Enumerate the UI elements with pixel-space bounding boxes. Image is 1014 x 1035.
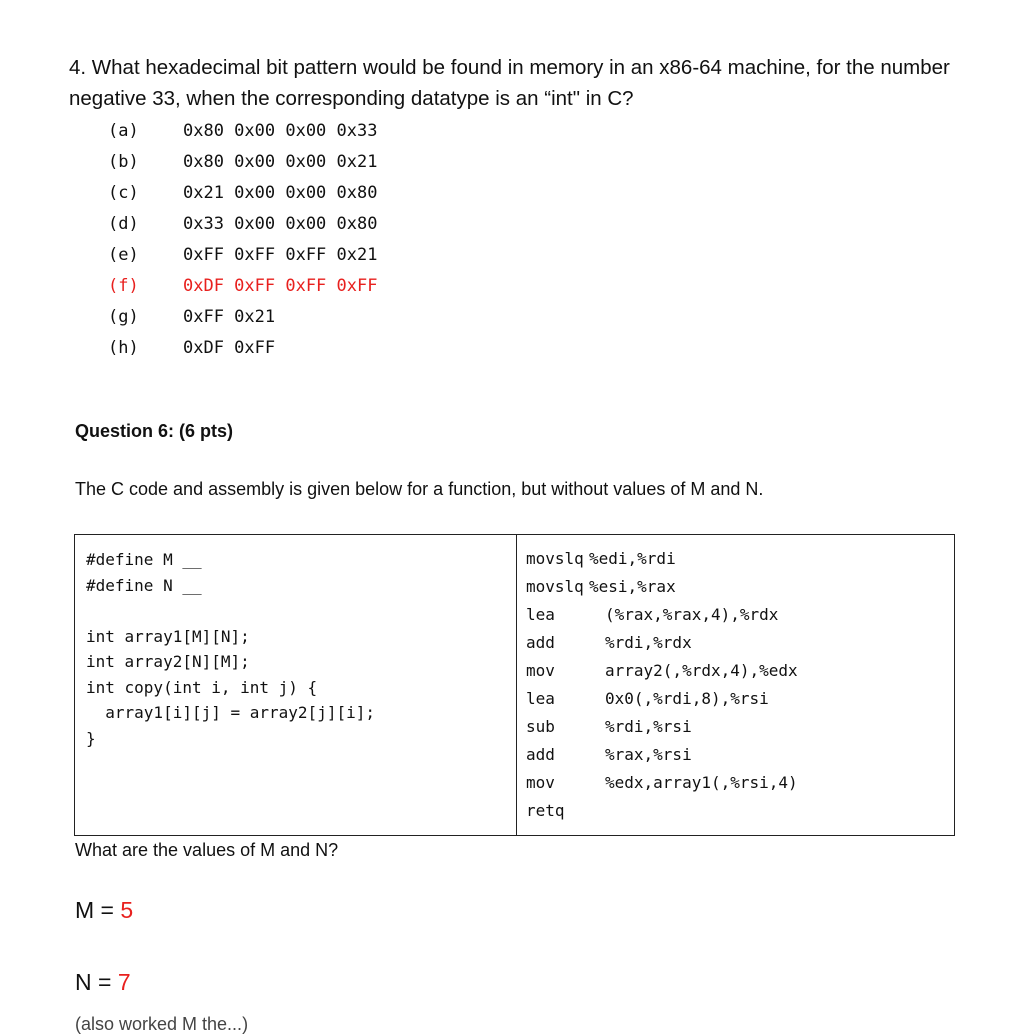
asm-mnemonic: movslq [526,549,584,568]
code-table [74,534,955,836]
question-6-prompt: What are the values of M and N? [75,840,339,860]
question-4-stem: 4. What hexadecimal bit pattern would be found in memory in an x86-64 machine, for the number negative 33, when the corresponding datatype is an “int" in C? [69,56,950,110]
option-value: 0x33 0x00 0x00 0x80 [183,214,378,234]
code-line: #define N __ [86,575,202,595]
asm-mnemonic: lea [526,605,555,624]
asm-operands: 0x0(,%rdi,8),%rsi [605,689,769,708]
c-code-block [86,547,375,751]
asm-mnemonic: lea [526,689,555,708]
option-label: (c) [108,183,139,203]
asm-mnemonic: add [526,745,555,764]
option-label: (b) [108,152,139,172]
code-line: int array2[N][M]; [86,652,250,671]
asm-operands: (%rax,%rax,4),%rdx [605,605,779,624]
option-value: 0xDF 0xFF [183,338,276,358]
asm-operands: %edi,%rdi [589,549,676,568]
option-value: 0xFF 0x21 [183,307,276,327]
asm-operands: %esi,%rax [589,577,676,596]
code-line [86,598,375,624]
asm-operands: %edx,array1(,%rsi,4) [605,773,798,792]
code-line: int array1[M][N]; [86,626,250,646]
cut-off-note: (also worked M the...) [75,1014,249,1034]
option-value: 0x21 0x00 0x00 0x80 [183,183,378,203]
question-6-title: Question 6: (6 pts) [75,421,234,441]
asm-operands: array2(,%rdx,4),%edx [605,661,798,680]
option-label: (a) [108,121,139,141]
code-line: array1[i][j] = array2[j][i]; [86,703,375,722]
answer-n [75,969,131,996]
asm-mnemonic: sub [526,717,555,736]
option-value: 0x80 0x00 0x00 0x21 [183,152,378,172]
asm-operands: %rdi,%rsi [605,717,692,736]
answer-m-value: 5 [120,897,134,923]
option-label: (d) [108,214,139,234]
code-line: #define M __ [86,550,202,569]
asm-mnemonic: movslq [526,577,584,596]
code-line: } [86,728,96,748]
answer-n-value: 7 [117,969,131,995]
answer-n-label: N = [75,969,118,995]
option-label: (g) [108,307,139,327]
answer-m [75,897,133,924]
option-label: (h) [108,338,139,358]
asm-operands: %rax,%rsi [605,745,692,764]
table-divider [516,535,517,835]
option-value: 0x80 0x00 0x00 0x33 [183,121,378,141]
asm-mnemonic: add [526,633,555,652]
option-label: (f) [108,276,139,296]
option-value: 0xDF 0xFF 0xFF 0xFF [183,276,378,296]
asm-mnemonic: retq [526,801,565,820]
asm-operands: %rdi,%rdx [605,633,692,652]
asm-mnemonic: mov [526,773,555,792]
question-6-description: The C code and assembly is given below for a function, but without values of M and N. [75,479,764,499]
option-value: 0xFF 0xFF 0xFF 0x21 [183,245,378,265]
asm-mnemonic: mov [526,661,555,680]
option-label: (e) [108,245,139,265]
answer-m-label: M = [75,897,121,923]
code-line: int copy(int i, int j) { [86,677,318,697]
